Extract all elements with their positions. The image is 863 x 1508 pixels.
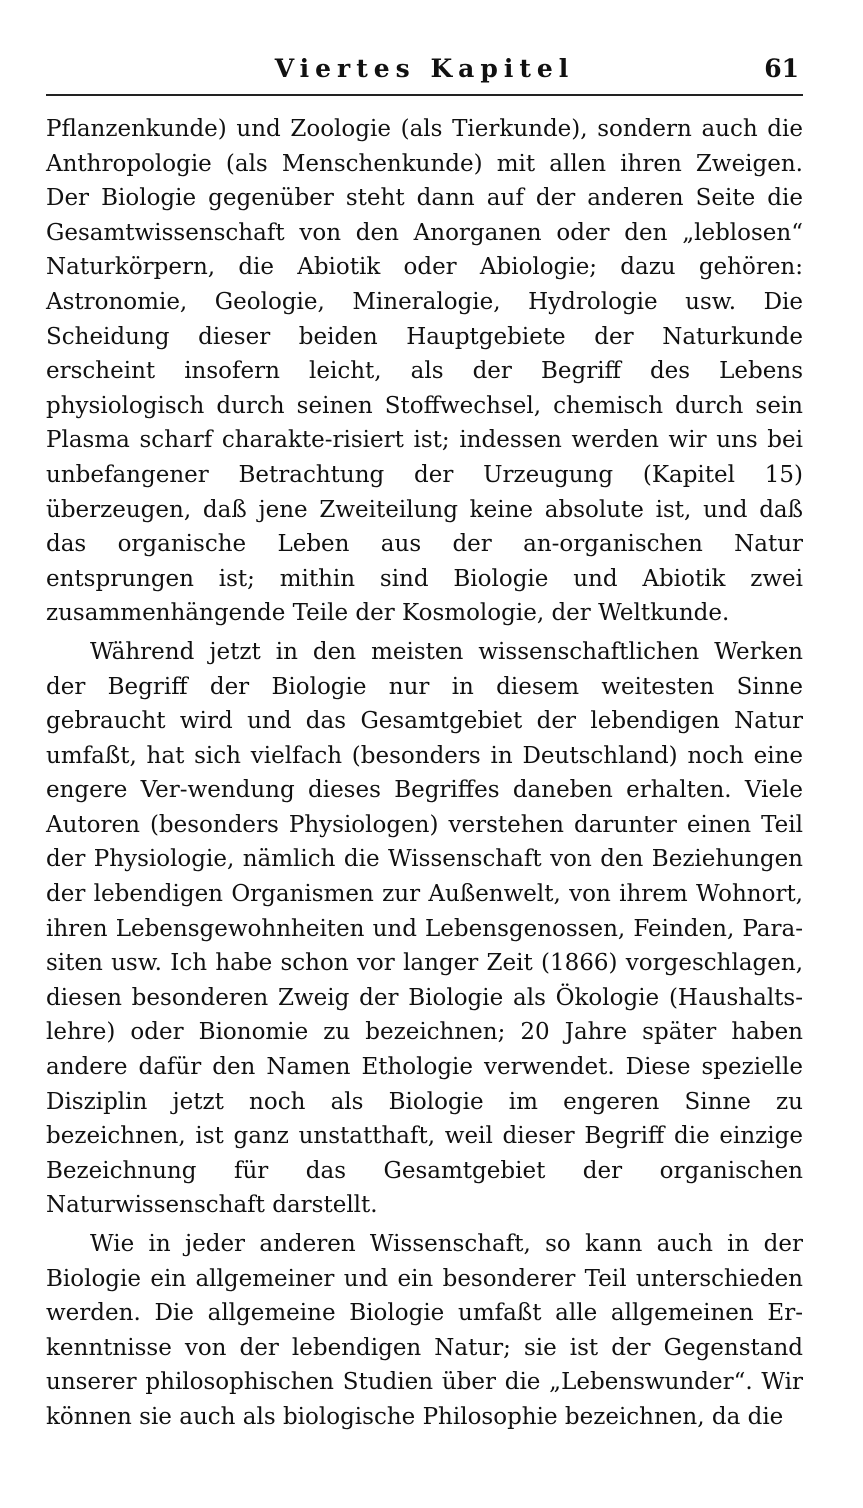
page-number: 61 xyxy=(764,54,799,83)
running-header xyxy=(46,44,803,96)
paragraph-2: Während jetzt in den meisten wissenschaftlichen Werken der Begriff der Biologie nur in diesem weitesten Sinne gebraucht wird und das Gesamtgebiet der lebendigen Natur umfaßt, hat sich vielfach (besonders in Deutschland) noch eine engere Ver-wendung dieses Begriffes daneben erhalten. Viele Autoren (besonders Physiologen) verstehen darunter einen Teil der Physiologie, nämlich die Wissenschaft von den Beziehungen der lebendigen Organismen zur Außenwelt, von ihrem Wohnort, ihren Lebensgewohnheiten und Lebensgenossen, Feinden, Para-siten usw. Ich habe schon vor langer Zeit (1866) vorgeschlagen, diesen besonderen Zweig der Biologie als Ökologie (Haushalts-lehre) oder Bionomie zu bezeichnen; 20 Jahre später haben andere dafür den Namen Ethologie verwendet. Diese spezielle Disziplin jetzt noch als Biologie im engeren Sinne zu bezeichnen, ist ganz unstatthaft, weil dieser Begriff die einzige Bezeichnung für das Gesamtgebiet der organischen Naturwissenschaft darstellt. xyxy=(46,638,803,1219)
paragraph-3: Wie in jeder anderen Wissenschaft, so kann auch in der Biologie ein allgemeiner und ein besonderer Teil unterschieden werden. Die allgemeine Biologie umfaßt alle allgemeinen Er-kenntnisse von der lebendigen Natur; sie ist der Gegenstand unserer philosophischen Studien über die „Lebenswunder“. Wir können sie auch als biologische Philosophie bezeichnen, da die xyxy=(46,1231,803,1430)
book-page xyxy=(46,44,803,1464)
paragraph-1: Pflanzenkunde) und Zoologie (als Tierkunde), sondern auch die Anthropologie (als Menschenkunde) mit allen ihren Zweigen. Der Biologie gegenüber steht dann auf der anderen Seite die Gesamtwissenschaft von den Anorganen oder den „leblosen“ Naturkörpern, die Abiotik oder Abiologie; dazu gehören: Astronomie, Geologie, Mineralogie, Hydrologie usw. Die Scheidung dieser beiden Hauptgebiete der Naturkunde erscheint insofern leicht, als der Begriff des Lebens physiologisch durch seinen Stoffwechsel, chemisch durch sein Plasma scharf charakte-risiert ist; indessen werden wir uns bei unbefangener Betrachtung der Urzeugung (Kapitel 15) überzeugen, daß jene Zweiteilung keine absolute ist, und daß das organische Leben aus der an-organischen Natur entsprungen ist; mithin sind Biologie und Abiotik zwei zusammenhängende Teile der Kosmologie, der Weltkunde. xyxy=(46,116,803,627)
body-text xyxy=(46,112,803,1435)
chapter-title: Viertes Kapitel xyxy=(274,54,575,83)
